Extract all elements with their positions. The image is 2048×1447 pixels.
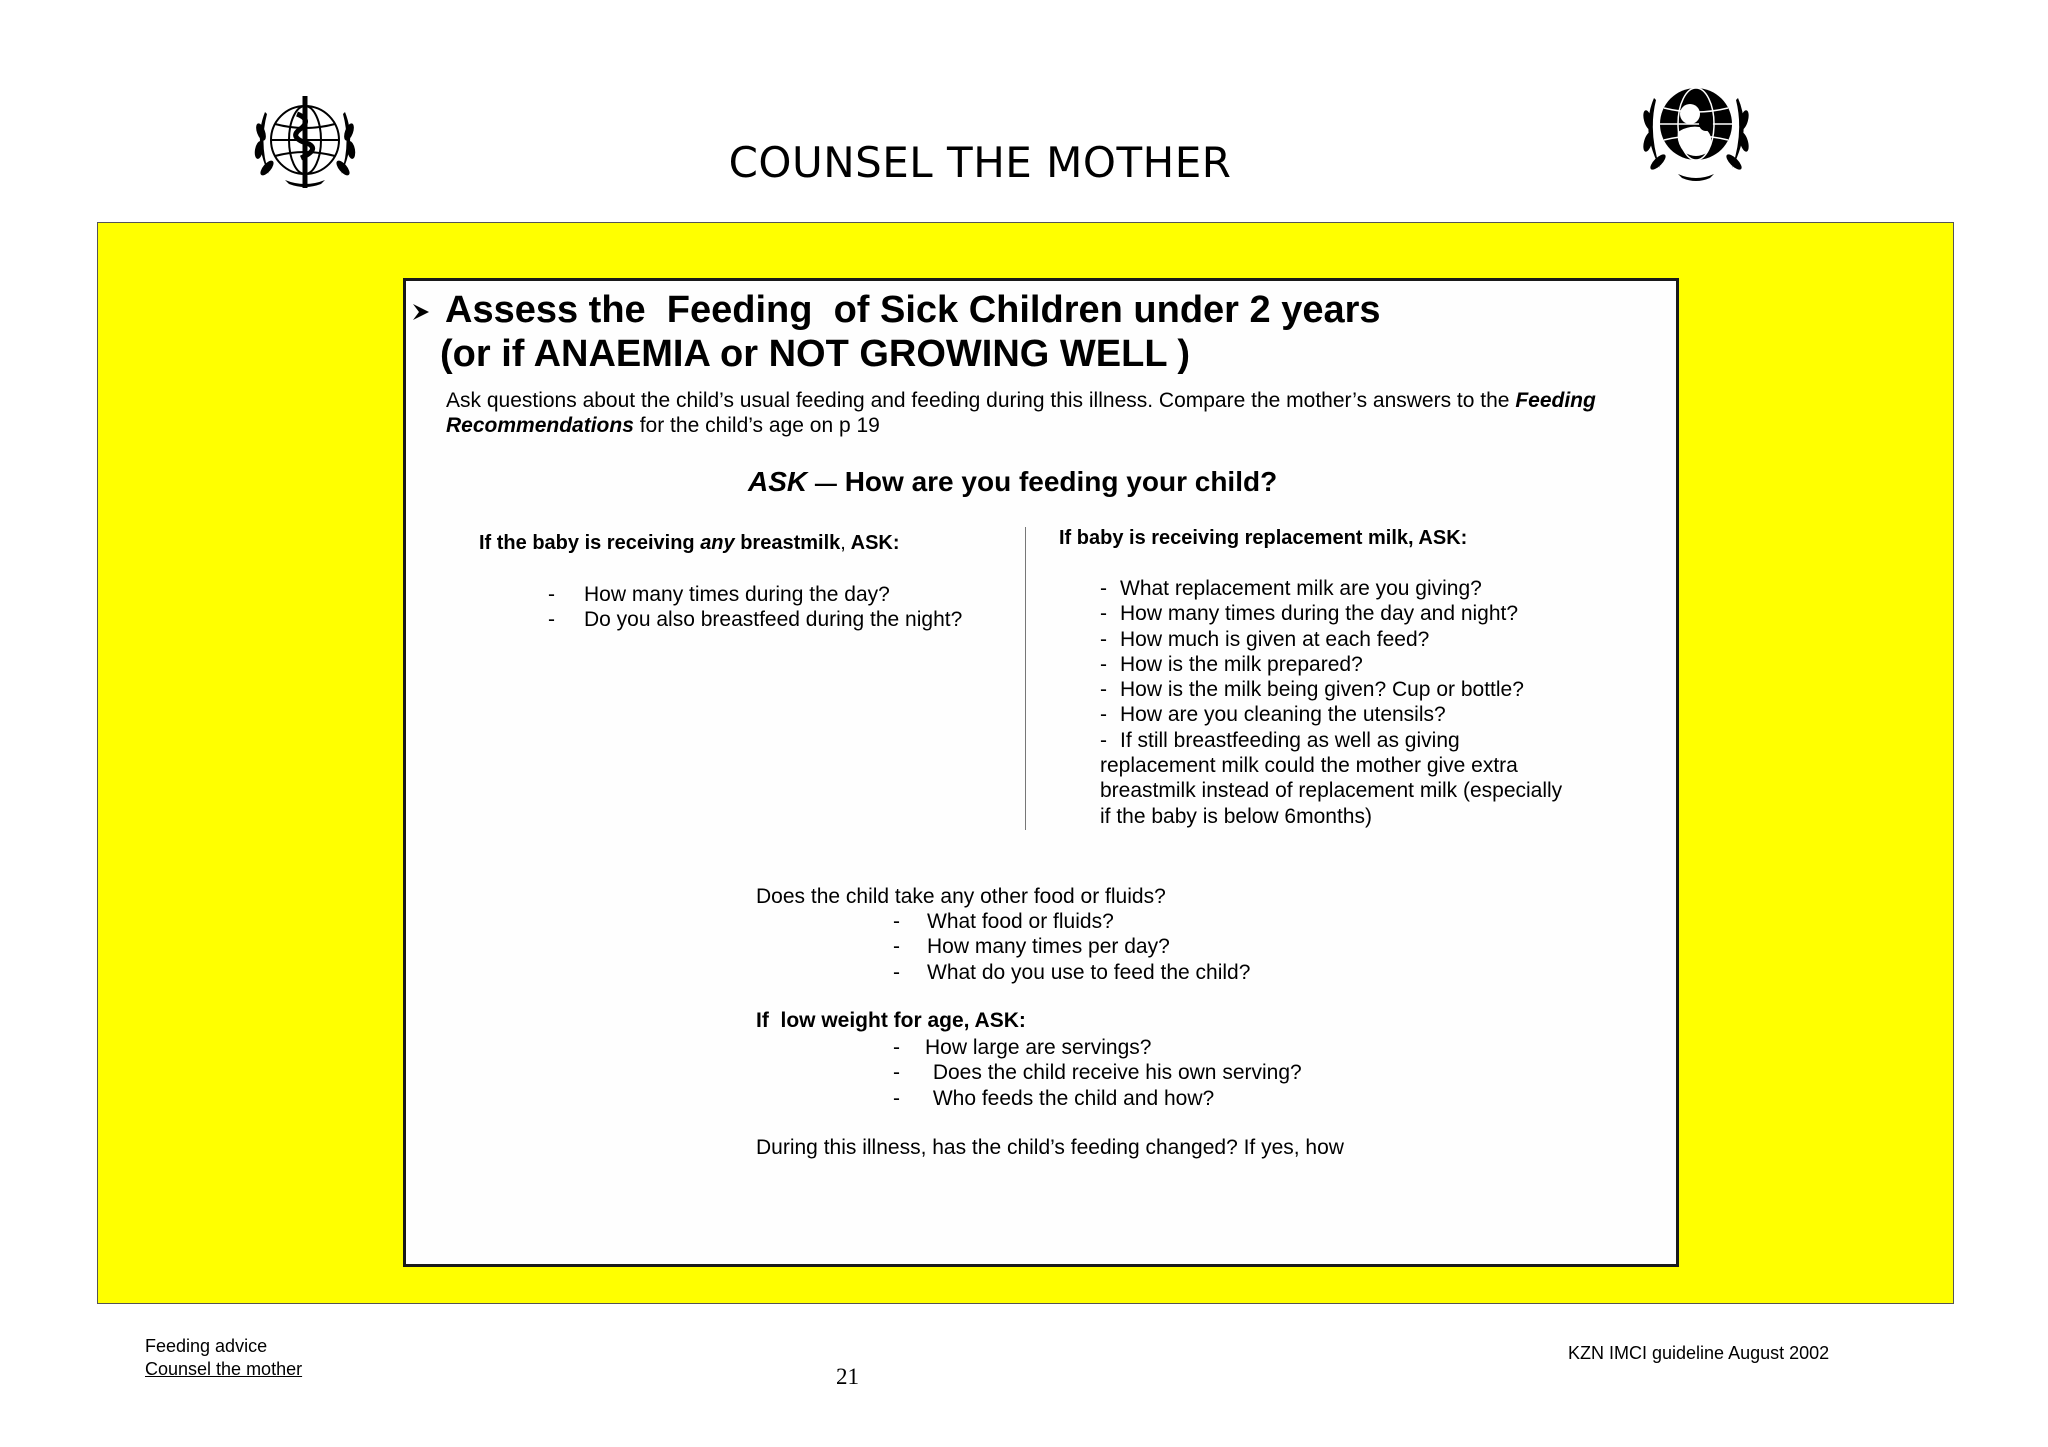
unicef-emblem-icon bbox=[1638, 80, 1754, 184]
column-divider bbox=[1025, 527, 1026, 830]
low-weight-list bbox=[893, 1035, 1302, 1111]
list-item-text: How much is given at each feed? bbox=[1120, 627, 1430, 651]
list-item-text: If still breastfeeding as well as giving bbox=[1120, 728, 1460, 752]
list-item-continuation: breastmilk instead of replacement milk (especially bbox=[1100, 779, 1563, 803]
list-item-text: How many times per day? bbox=[927, 935, 1170, 959]
list-item: - What replacement milk are you giving? bbox=[1100, 577, 1482, 600]
left-header-mid: breastmilk bbox=[734, 532, 841, 554]
list-item-text: Does the child receive his own serving? bbox=[927, 1061, 1302, 1085]
left-col-list bbox=[548, 582, 962, 633]
list-item-text: How many times during the day? bbox=[584, 583, 890, 606]
ask-question: How are you feeding your child? bbox=[844, 466, 1278, 497]
list-item: - How large are servings? bbox=[893, 1036, 1152, 1059]
arrowhead-bullet-icon bbox=[411, 300, 431, 331]
left-header-comma: , bbox=[840, 532, 846, 554]
left-header-em: any bbox=[700, 532, 735, 554]
list-item-text: What replacement milk are you giving? bbox=[1120, 577, 1482, 600]
list-item-continuation: if the baby is below 6months) bbox=[1100, 804, 1372, 828]
intro-paragraph bbox=[446, 388, 1656, 438]
low-weight-header: If low weight for age, ASK: bbox=[756, 1009, 1026, 1032]
list-item: - How many times during the day? bbox=[548, 583, 890, 606]
list-item: - How are you cleaning the utensils? bbox=[1100, 703, 1446, 727]
list-item-text: How many times during the day and night? bbox=[1120, 602, 1519, 626]
right-col-list bbox=[1100, 576, 1562, 829]
ask-label: ASK bbox=[748, 466, 808, 497]
left-header-post: ASK: bbox=[845, 532, 900, 554]
list-item-text: How large are servings? bbox=[925, 1036, 1152, 1059]
list-item: - Do you also breastfeed during the night? bbox=[548, 608, 963, 632]
list-item: - How much is given at each feed? bbox=[1100, 627, 1430, 651]
intro-text: Ask questions about the child’s usual feeding and feeding during this illness. Compare the mother’s answers to the bbox=[446, 389, 1516, 412]
list-item-text: What food or fluids? bbox=[927, 910, 1114, 933]
list-item-text: How is the milk prepared? bbox=[1120, 652, 1363, 676]
list-item-continuation: replacement milk could the mother give extra bbox=[1100, 754, 1518, 778]
other-food-list bbox=[893, 909, 1250, 985]
intro-line2 bbox=[446, 413, 1656, 438]
list-item-text: Do you also breastfeed during the night? bbox=[584, 608, 963, 632]
illness-question: During this illness, has the child’s feeding changed? If yes, how bbox=[756, 1136, 1344, 1159]
left-header-pre: If the baby is receiving bbox=[479, 532, 701, 554]
footer-left-line2: Counsel the mother bbox=[145, 1359, 303, 1379]
page-number: 21 bbox=[836, 1364, 859, 1389]
list-item: - How is the milk being given? Cup or bottle? bbox=[1100, 678, 1524, 702]
page-title: COUNSEL THE MOTHER bbox=[728, 138, 1232, 187]
list-item: - How is the milk prepared? bbox=[1100, 652, 1363, 676]
list-item-text: Who feeds the child and how? bbox=[927, 1086, 1215, 1110]
list-item: - If still breastfeeding as well as giving bbox=[1100, 728, 1460, 752]
list-item: - Does the child receive his own serving? bbox=[893, 1061, 1302, 1085]
list-item-text: How are you cleaning the utensils? bbox=[1120, 703, 1446, 727]
section-heading-line1: Assess the Feeding of Sick Children under 2 years bbox=[445, 289, 1381, 331]
right-col-header: If baby is receiving replacement milk, ASK: bbox=[1059, 527, 1468, 549]
list-item-text: How is the milk being given? Cup or bottle? bbox=[1120, 678, 1524, 702]
ask-line bbox=[748, 466, 1277, 498]
list-item: - How many times per day? bbox=[893, 935, 1170, 959]
footer-right-text: KZN IMCI guideline August 2002 bbox=[1568, 1343, 1830, 1363]
ask-dash: — bbox=[814, 471, 837, 496]
section-heading-line2: (or if ANAEMIA or NOT GROWING WELL ) bbox=[440, 333, 1191, 375]
footer-left-line1: Feeding advice bbox=[145, 1336, 268, 1356]
list-item: - What do you use to feed the child? bbox=[893, 960, 1251, 984]
list-item-text: What do you use to feed the child? bbox=[927, 960, 1251, 984]
left-col-header bbox=[479, 532, 900, 555]
other-food-question: Does the child take any other food or fluids? bbox=[756, 885, 1166, 908]
list-item: - What food or fluids? bbox=[893, 910, 1114, 933]
intro-tail: for the child’s age on p 19 bbox=[633, 414, 880, 437]
intro-line1 bbox=[446, 388, 1656, 413]
intro-bold: Feeding bbox=[1515, 389, 1596, 412]
intro-bold2: Recommendations bbox=[446, 414, 634, 437]
list-item: - How many times during the day and night? bbox=[1100, 602, 1519, 626]
list-item: - Who feeds the child and how? bbox=[893, 1086, 1215, 1110]
